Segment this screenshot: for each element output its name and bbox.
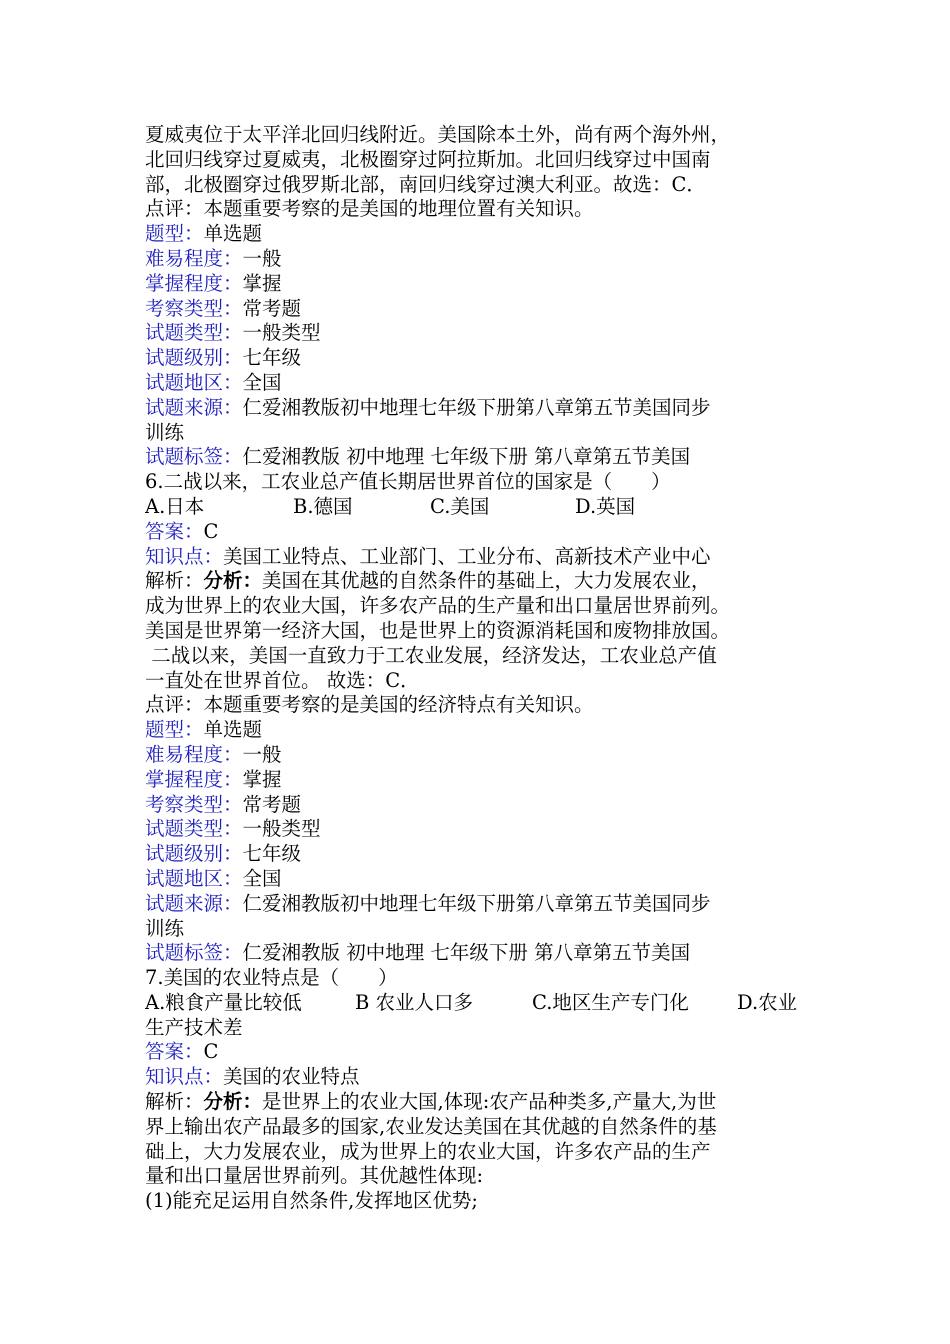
analysis-line: 一直处在世界首位。 故选：C． [145, 668, 420, 692]
option-b: B.德国 [293, 494, 353, 518]
meta-type: 题型：单选题 [145, 222, 263, 246]
comment-line: 点评：本题重要考察的是美国的地理位置有关知识。 [145, 197, 594, 221]
question-7-stem: 7.美国的农业特点是（ ） [145, 966, 398, 990]
option-b: B 农业人口多 [355, 990, 474, 1014]
analysis-line: 础上，大力发展农业，成为世界上的农业大国，许多农产品的生产 [145, 1139, 711, 1163]
meta-question-type: 试题类型：一般类型 [145, 321, 321, 345]
meta-type: 题型：单选题 [145, 718, 263, 742]
meta-exam-type: 考察类型：常考题 [145, 792, 302, 816]
analysis-line: 部，北极圈穿过俄罗斯北部，南回归线穿过澳大利亚。故选：C． [145, 172, 706, 196]
meta-difficulty: 难易程度：一般 [145, 246, 282, 270]
comment-line: 点评：本题重要考察的是美国的经济特点有关知识。 [145, 693, 594, 717]
meta-tags: 试题标签：仁爱湘教版 初中地理 七年级下册 第八章第五节美国 [145, 941, 691, 965]
option-d: D.农业 [737, 990, 798, 1014]
meta-grade: 试题级别：七年级 [145, 842, 302, 866]
meta-region: 试题地区：全国 [145, 866, 282, 890]
meta-source-cont: 训练 [145, 916, 185, 940]
option-a: A.日本 [145, 494, 205, 518]
meta-exam-type: 考察类型：常考题 [145, 296, 302, 320]
meta-mastery: 掌握程度：掌握 [145, 767, 282, 791]
meta-grade: 试题级别：七年级 [145, 346, 302, 370]
analysis-line: 夏威夷位于太平洋北回归线附近。美国除本土外，尚有两个海外州， [145, 123, 731, 146]
analysis-line: 解析：分析：美国在其优越的自然条件的基础上，大力发展农业， [145, 569, 711, 593]
analysis-line: 界上输出农产品最多的国家,农业发达美国在其优越的自然条件的基 [145, 1114, 717, 1138]
analysis-line: 解析：分析：是世界上的农业大国,体现:农产品种类多,产量大,为世 [145, 1090, 717, 1114]
question-6-options [145, 495, 825, 520]
meta-source-cont: 训练 [145, 420, 185, 444]
option-a: A.粮食产量比较低 [145, 990, 302, 1014]
analysis-line: (1)能充足运用自然条件,发挥地区优势; [145, 1189, 478, 1213]
analysis-line: 美国是世界第一经济大国，也是世界上的资源消耗国和废物排放国。 [145, 618, 731, 642]
meta-source: 试题来源：仁爱湘教版初中地理七年级下册第八章第五节美国同步 [145, 891, 711, 915]
answer-line: 答案：C [145, 1040, 219, 1064]
option-c: C.地区生产专门化 [532, 990, 689, 1014]
meta-region: 试题地区：全国 [145, 370, 282, 394]
meta-mastery: 掌握程度：掌握 [145, 271, 282, 295]
question-6-stem: 6.二战以来，工农业总产值长期居世界首位的国家是（ ） [145, 470, 671, 494]
question-7-options [145, 991, 825, 1016]
option-c: C.美国 [430, 494, 490, 518]
analysis-line: 成为世界上的农业大国，许多农产品的生产量和出口量居世界前列。 [145, 594, 731, 618]
knowledge-line: 知识点：美国工业特点、工业部门、工业分布、高新技术产业中心 [145, 544, 711, 568]
meta-source: 试题来源：仁爱湘教版初中地理七年级下册第八章第五节美国同步 [145, 395, 711, 419]
analysis-line: 北回归线穿过夏威夷，北极圈穿过阿拉斯加。北回归线穿过中国南 [145, 147, 711, 171]
meta-tags: 试题标签：仁爱湘教版 初中地理 七年级下册 第八章第五节美国 [145, 445, 691, 469]
meta-difficulty: 难易程度：一般 [145, 742, 282, 766]
meta-question-type: 试题类型：一般类型 [145, 817, 321, 841]
knowledge-line: 知识点：美国的农业特点 [145, 1065, 360, 1089]
question-7-options-cont: 生产技术差 [145, 1015, 243, 1039]
document-page [145, 123, 825, 1214]
option-d: D.英国 [575, 494, 636, 518]
analysis-line: 二战以来，美国一直致力于工农业发展，经济发达，工农业总产值 [145, 643, 717, 667]
answer-line: 答案：C [145, 519, 219, 543]
analysis-line: 量和出口量居世界前列。其优越性体现: [145, 1164, 484, 1188]
